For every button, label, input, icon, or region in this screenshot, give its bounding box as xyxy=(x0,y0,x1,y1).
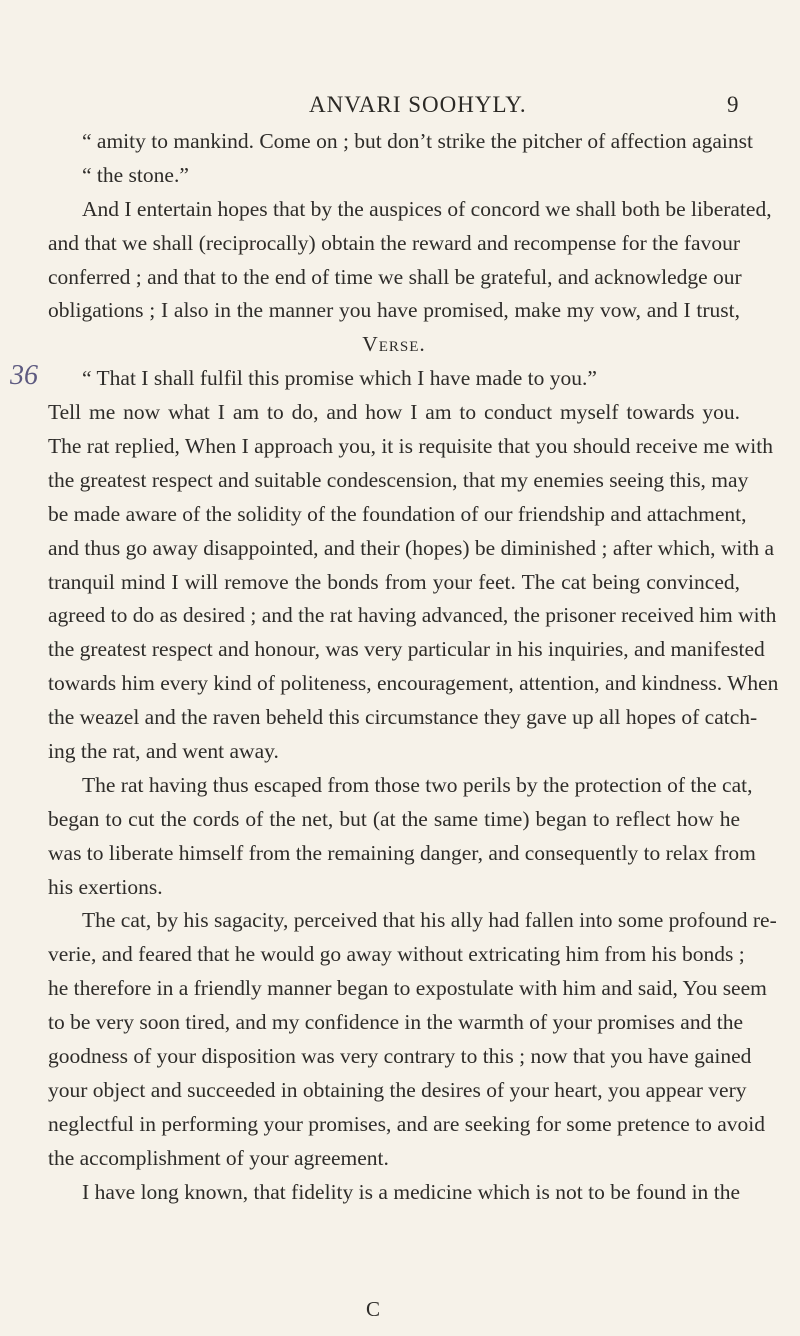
text-line: Tell me now what I am to do, and how I am to conduct myself towards you. xyxy=(48,400,740,425)
text-line: he therefore in a friendly manner began to expostulate with him and said, You seem xyxy=(48,976,767,1001)
text-line: be made aware of the solidity of the foundation of our friendship and attachment, xyxy=(48,501,747,526)
verse-line: “ That I shall fulfil this promise which I have made to you.” xyxy=(82,366,597,391)
text-line: The cat, by his sagacity, perceived that his ally had fallen into some profound re- xyxy=(82,908,777,933)
text-line: was to liberate himself from the remaining danger, and consequently to relax from xyxy=(48,840,756,865)
text-line: the greatest respect and suitable condescension, that my enemies seeing this, may xyxy=(48,467,749,492)
text-line: “ the stone.” xyxy=(82,162,189,187)
text-line: and that we shall (reciprocally) obtain the reward and recompense for the favour xyxy=(48,230,740,255)
text-line: towards him every kind of politeness, encouragement, attention, and kindness. When xyxy=(48,671,779,696)
text-line: agreed to do as desired ; and the rat having advanced, the prisoner received him with xyxy=(48,603,777,628)
text-line: conferred ; and that to the end of time we shall be grateful, and acknowledge our xyxy=(48,264,742,289)
signature-mark: C xyxy=(366,1297,381,1321)
text-line: tranquil mind I will remove the bonds from your feet. The cat being convinced, xyxy=(48,569,740,594)
text-line: the greatest respect and honour, was very particular in his inquiries, and manifested xyxy=(48,637,765,662)
text-line: the accomplishment of your agreement. xyxy=(48,1145,389,1170)
main-text xyxy=(48,125,779,1210)
text-line: to be very soon tired, and my confidence in the warmth of your promises and the xyxy=(48,1010,743,1035)
page-number: 9 xyxy=(727,92,739,117)
text-line: goodness of your disposition was very contrary to this ; now that you have gained xyxy=(48,1044,752,1069)
text-line: began to cut the cords of the net, but (at the same time) began to reflect how he xyxy=(48,806,740,831)
text-line: your object and succeeded in obtaining the desires of your heart, you appear very xyxy=(48,1077,747,1102)
verse-heading: Verse. xyxy=(362,332,426,357)
text-line: neglectful in performing your promises, and are seeking for some pretence to avoid xyxy=(48,1111,766,1136)
text-line: ing the rat, and went away. xyxy=(48,739,279,764)
text-line: the weazel and the raven beheld this circumstance they gave up all hopes of catch- xyxy=(48,705,758,730)
text-line: The rat having thus escaped from those two perils by the protection of the cat, xyxy=(82,772,753,797)
text-line: verie, and feared that he would go away without extricating him from his bonds ; xyxy=(48,942,745,967)
text-line: And I entertain hopes that by the auspices of concord we shall both be liberated, xyxy=(82,196,772,221)
text-line: his exertions. xyxy=(48,874,163,899)
text-line: I have long known, that fidelity is a medicine which is not to be found in the xyxy=(82,1179,740,1204)
running-title: ANVARI SOOHYLY. xyxy=(309,92,527,117)
text-line: The rat replied, When I approach you, it is requisite that you should receive me with xyxy=(48,434,774,459)
text-line: and thus go away disappointed, and their (hopes) be diminished ; after which, with a xyxy=(48,535,775,560)
text-line: obligations ; I also in the manner you have promised, make my vow, and I trust, xyxy=(48,298,740,323)
running-head xyxy=(0,92,800,122)
text-line: “ amity to mankind. Come on ; but don’t strike the pitcher of affection against xyxy=(82,129,753,153)
handwritten-margin-note: 36 xyxy=(10,360,38,391)
